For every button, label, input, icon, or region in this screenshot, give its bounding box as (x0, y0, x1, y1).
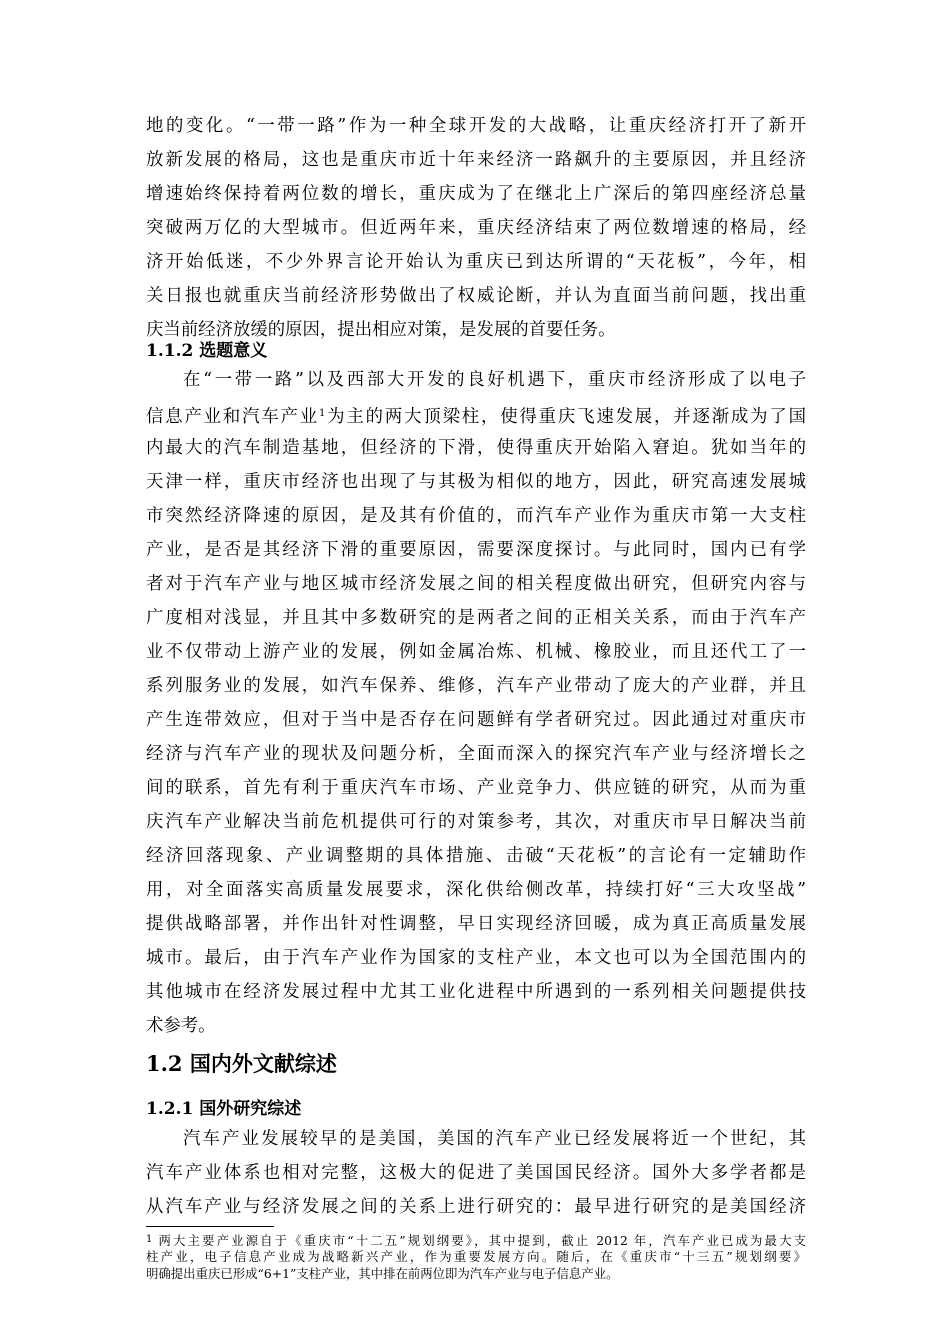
footnote-line: 明确提出重庆已形成“6+1”支柱产业，其中排在前两位即为汽车产业与电子信息产业。 (146, 1266, 619, 1281)
text-line: 突破两万亿的大型城市。但近两年来，重庆经济结束了两位数增速的格局，经 (146, 218, 806, 238)
text-line: 其他城市在经济发展过程中尤其工业化进程中所遇到的一系列相关问题提供技 (146, 982, 806, 1002)
footnote-text: 两大主要产业源自于《重庆市“十二五”规划纲要》，其中提到，截止 2012 年，汽车产业已成为最大支 (156, 1233, 806, 1248)
text-line: 者对于汽车产业与地区城市经济发展之间的相关程度做出研究，但研究内容与 (146, 574, 806, 594)
text-line: 在“一带一路”以及西部大开发的良好机遇下，重庆市经济形成了以电子 (183, 370, 806, 390)
text-line: 用，对全面落实高质量发展要求，深化供给侧改革，持续打好“三大攻坚战” (146, 880, 806, 900)
text-line: 增速始终保持着两位数的增长，重庆成为了在继北上广深后的第四座经济总量 (146, 184, 806, 204)
text-line: 间的联系，首先有利于重庆汽车市场、产业竞争力、供应链的研究，从而为重 (146, 778, 806, 798)
section-heading-1-1-2: 1.1.2 选题意义 (146, 341, 268, 361)
text-line: 系列服务业的发展，如汽车保养、维修，汽车产业带动了庞大的产业群，并且 (146, 676, 806, 696)
footnote-line (146, 1232, 806, 1249)
text-line: 内最大的汽车制造基地，但经济的下滑，使得重庆开始陷入窘迫。犹如当年的 (146, 438, 806, 458)
text-line: 天津一样，重庆市经济也出现了与其极为相似的地方，因此，研究高速发展城 (146, 472, 806, 492)
text-line: 业不仅带动上游产业的发展，例如金属冶炼、机械、橡胶业，而且还代工了一 (146, 642, 806, 662)
footnote-mark: 1 (146, 1234, 153, 1245)
text-line: 从汽车产业与经济发展之间的关系上进行研究的：最早进行研究的是美国经济 (146, 1197, 806, 1217)
text-line: 产业，是否是其经济下滑的重要原因，需要深度探讨。与此同时，国内已有学 (146, 540, 806, 560)
text-line: 提供战略部署，并作出针对性调整，早日实现经济回暖，成为真正高质量发展 (146, 914, 806, 934)
text-line: 济开始低迷，不少外界言论开始认为重庆已到达所谓的“天花板”，今年，相 (146, 252, 806, 272)
text-line: 放新发展的格局，这也是重庆市近十年来经济一路飙升的主要原因，并且经济 (146, 150, 806, 170)
footnote-line: 柱产业，电子信息产业成为战略新兴产业，作为重要发展方向。随后，在《重庆市“十三五”规划纲要》 (146, 1249, 806, 1264)
section-heading-1-2-1: 1.2.1 国外研究综述 (146, 1099, 302, 1119)
text-line: 地的变化。“一带一路”作为一种全球开发的大战略，让重庆经济打开了新开 (146, 116, 806, 136)
text-line (146, 403, 806, 428)
footnote-separator (146, 1226, 274, 1227)
text-line: 关日报也就重庆当前经济形势做出了权威论断，并认为直面当前问题，找出重 (146, 286, 806, 306)
text-line: 经济与汽车产业的现状及问题分析，全面而深入的探究汽车产业与经济增长之 (146, 744, 806, 764)
text-line: 城市。最后，由于汽车产业作为国家的支柱产业，本文也可以为全国范围内的 (146, 948, 806, 968)
footnote-reference[interactable]: 1 (319, 408, 326, 419)
text-line: 汽车产业体系也相对完整，这极大的促进了美国国民经济。国外大多学者都是 (146, 1163, 806, 1183)
text-line: 市突然经济降速的原因，是及其有价值的，而汽车产业作为重庆市第一大支柱 (146, 506, 806, 526)
text-line: 产生连带效应，但对于当中是否存在问题鲜有学者研究过。因此通过对重庆市 (146, 710, 806, 730)
section-heading-1-2: 1.2 国内外文献综述 (146, 1051, 337, 1076)
text-line: 经济回落现象、产业调整期的具体措施、击破“天花板”的言论有一定辅助作 (146, 846, 806, 866)
text-line: 汽车产业发展较早的是美国，美国的汽车产业已经发展将近一个世纪，其 (183, 1129, 806, 1149)
text-line: 广度相对浅显，并且其中多数研究的是两者之间的正相关关系，而由于汽车产 (146, 608, 806, 628)
text-segment: 为主的两大顶梁柱，使得重庆飞速发展，并逐渐成为了国 (325, 407, 806, 427)
text-segment: 信息产业和汽车产业 (146, 407, 320, 427)
text-line: 庆汽车产业解决当前危机提供可行的对策参考，其次，对重庆市早日解决当前 (146, 812, 806, 832)
text-line: 庆当前经济放缓的原因，提出相应对策，是发展的首要任务。 (146, 320, 616, 340)
text-line: 术参考。 (146, 1016, 216, 1036)
